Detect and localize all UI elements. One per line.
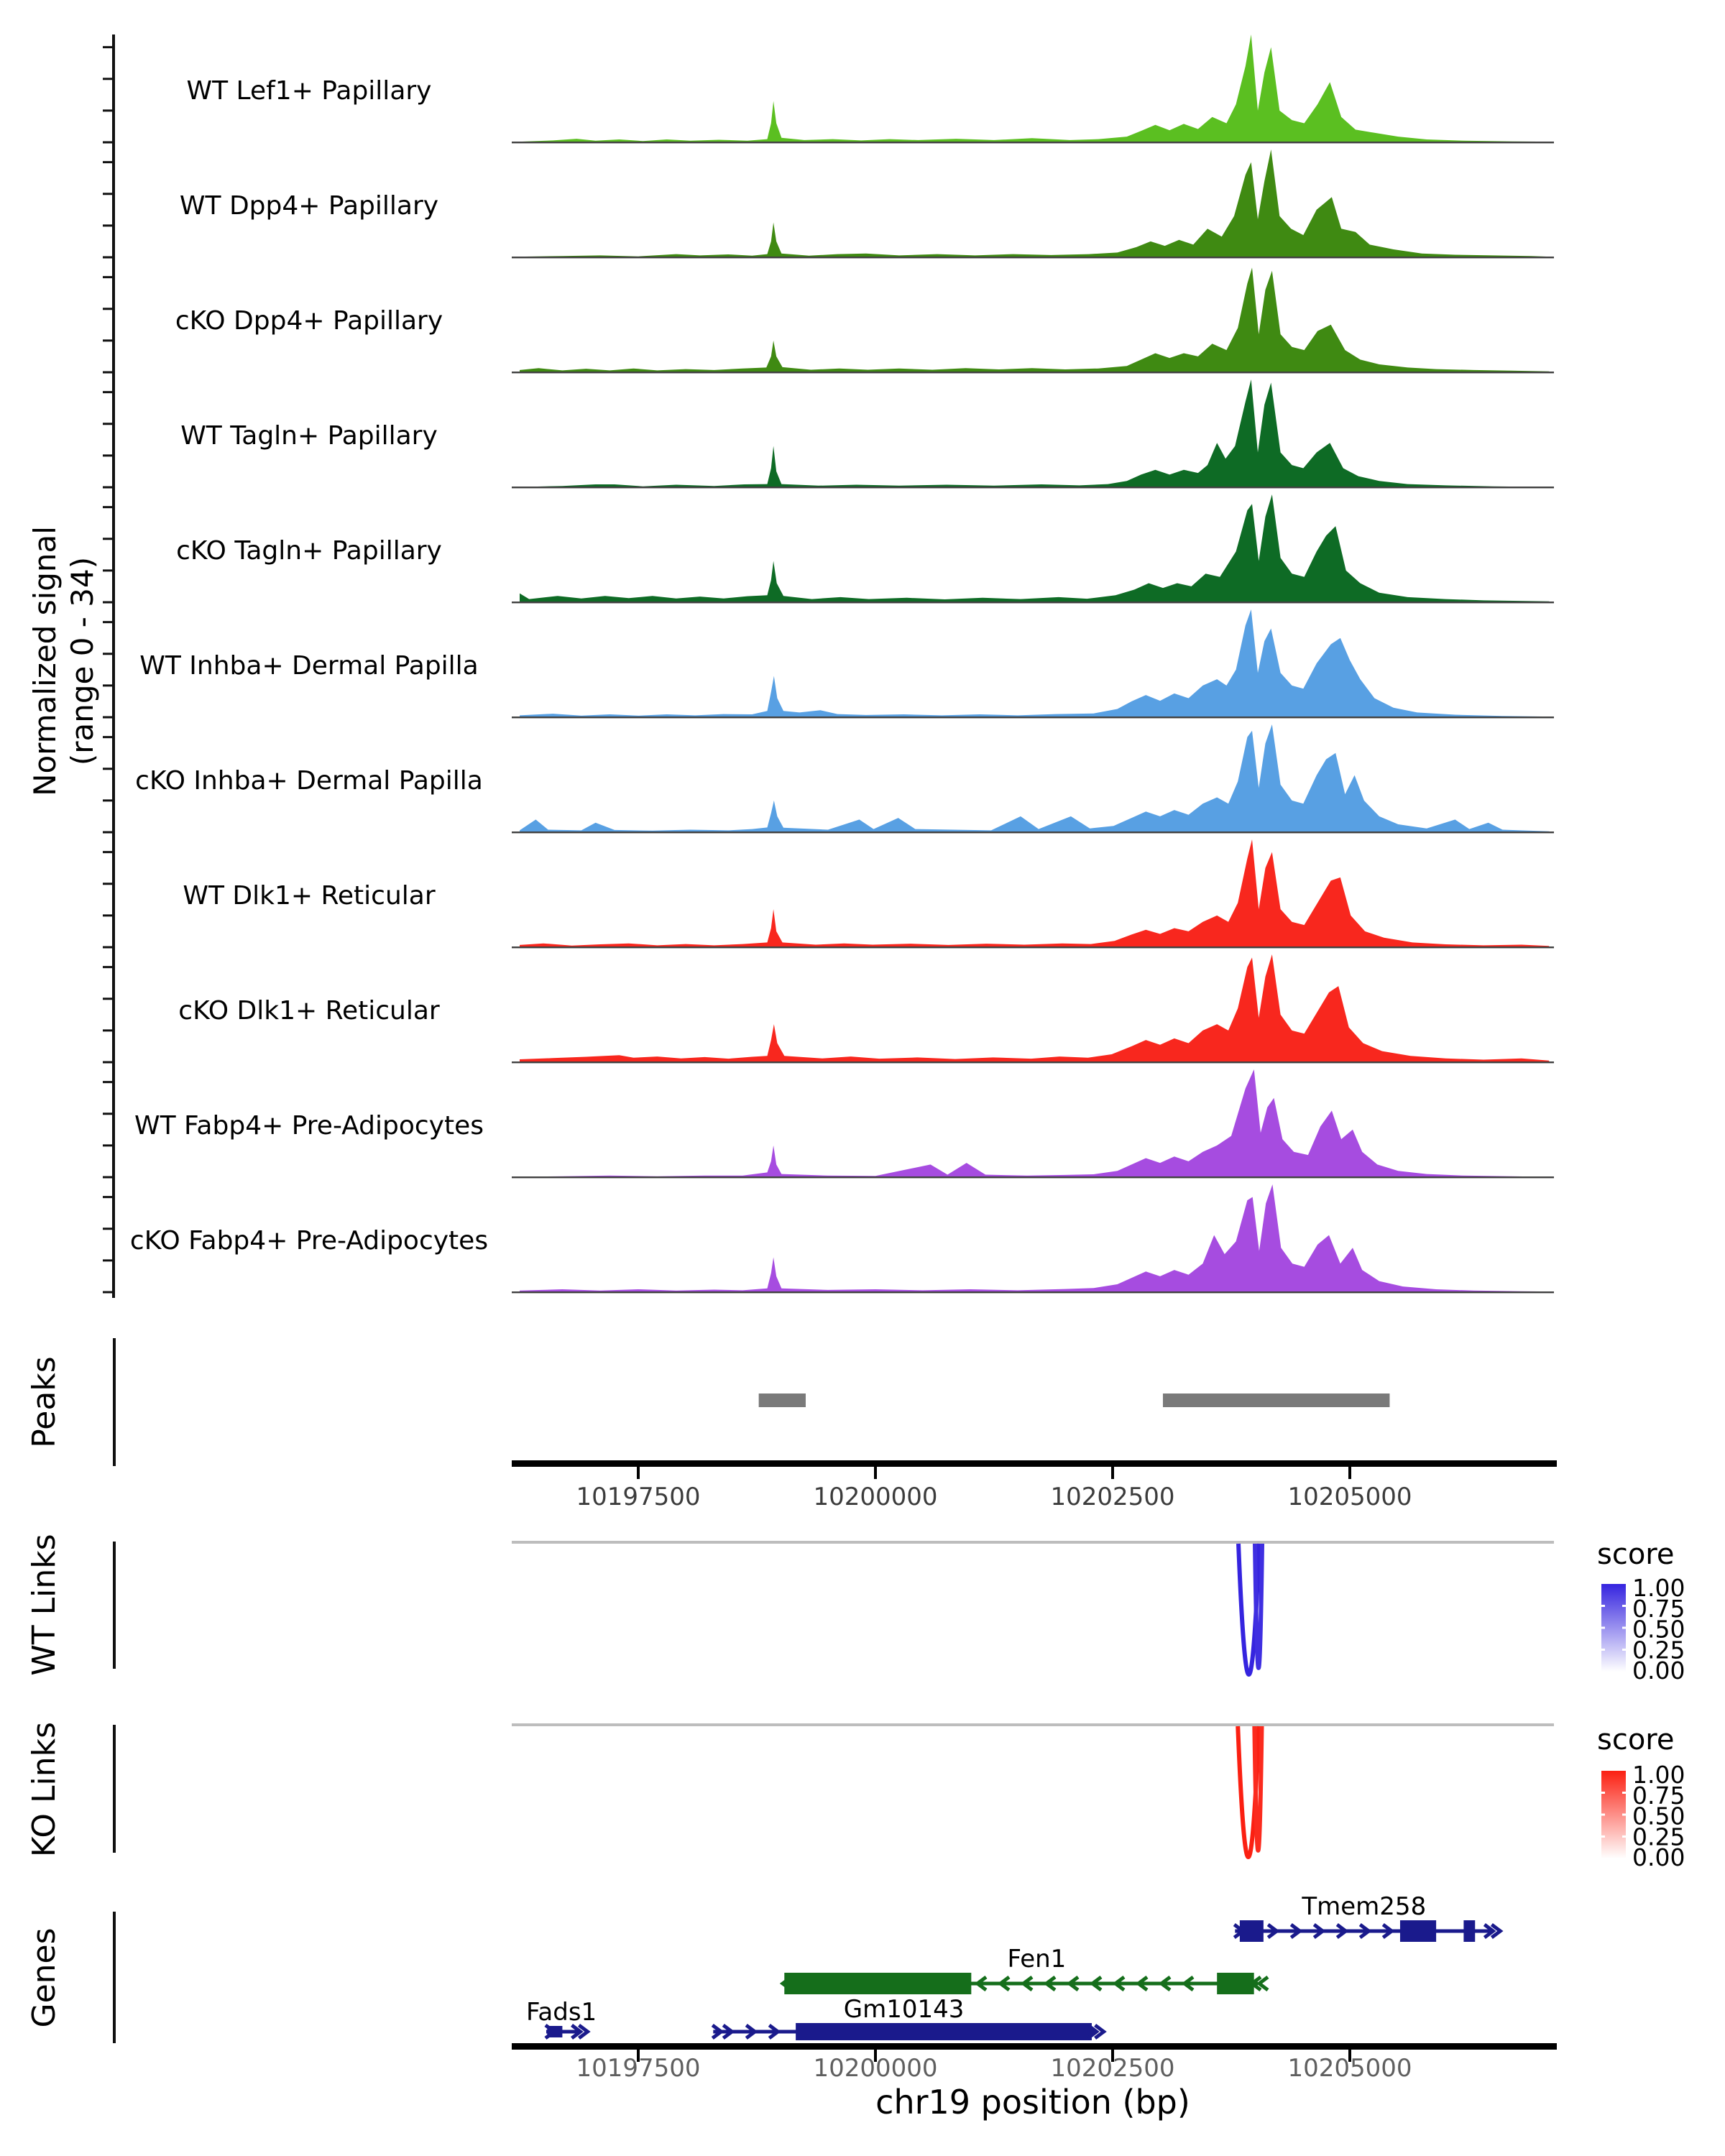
ko-legend-colorbar — [1601, 1771, 1626, 1858]
y-axis-tick — [103, 1144, 112, 1146]
track-baseline — [512, 946, 1554, 948]
wt-legend-tick-label: 0.50 — [1632, 1615, 1685, 1644]
track-baseline — [512, 142, 1554, 143]
wt-legend-colorbar — [1601, 1584, 1626, 1672]
y-axis-tick — [103, 1291, 112, 1294]
track-baseline — [512, 1291, 1554, 1293]
wt-legend-colorbar-tick — [1622, 1605, 1626, 1607]
track-label-wt-tagln: WT Tagln+ Papillary — [180, 421, 438, 451]
bottom-x-axis-line — [512, 2043, 1557, 2050]
signal-area-4 — [520, 379, 1549, 487]
y-axis-title-line2: (range 0 - 34) — [65, 556, 100, 766]
ko-legend-tick-label: 1.00 — [1632, 1761, 1685, 1789]
track-baseline — [512, 1176, 1554, 1178]
bottom-x-axis-tick-label: 10200000 — [813, 2054, 938, 2083]
track-baseline — [512, 831, 1554, 833]
signal-area-7 — [520, 724, 1549, 832]
gene-label: Fads1 — [525, 1998, 597, 2027]
gene-exon — [796, 2023, 1092, 2040]
track-label-cko-fabp4: cKO Fabp4+ Pre-Adipocytes — [129, 1226, 489, 1256]
signal-area-6 — [520, 609, 1549, 717]
peaks-x-axis-tick — [874, 1467, 877, 1479]
ko-links-legend-title: score — [1597, 1723, 1675, 1756]
peak-bar — [759, 1393, 806, 1407]
ko-legend-colorbar-tick — [1622, 1835, 1626, 1838]
gene-exon — [784, 1973, 971, 1994]
ko-legend-colorbar-tick — [1601, 1814, 1605, 1816]
track-label-wt-lef1: WT Lef1+ Papillary — [186, 76, 432, 106]
bottom-x-axis-tick-label: 10205000 — [1287, 2054, 1412, 2083]
ko-legend-colorbar-tick — [1622, 1792, 1626, 1794]
wt-legend-tick-label: 0.00 — [1632, 1657, 1685, 1685]
gene-exon — [1217, 1973, 1254, 1994]
wt-links-legend-title: score — [1597, 1538, 1675, 1571]
gene-label: Gm10143 — [843, 1995, 965, 2024]
ko-legend-colorbar-tick — [1601, 1792, 1605, 1794]
wt-legend-tick-label: 1.00 — [1632, 1574, 1685, 1602]
peaks-x-axis-tick-label: 10205000 — [1287, 1483, 1412, 1511]
gene-exon — [1400, 1920, 1436, 1942]
track-baseline — [512, 1061, 1554, 1063]
track-label-cko-tagln: cKO Tagln+ Papillary — [176, 536, 442, 566]
peaks-x-axis-tick — [1111, 1467, 1114, 1479]
bottom-x-axis-tick-label: 10202500 — [1050, 2054, 1175, 2083]
signal-area-11 — [520, 1184, 1549, 1292]
peaks-axis-line — [113, 1338, 116, 1466]
track-baseline — [512, 257, 1554, 258]
y-axis-title-line1: Normalized signal — [27, 526, 63, 796]
ko-legend-colorbar-tick — [1622, 1814, 1626, 1816]
track-label-cko-inhba: cKO Inhba+ Dermal Papilla — [135, 766, 483, 796]
peaks-x-axis-tick-label: 10202500 — [1050, 1483, 1175, 1511]
peak-bar — [1163, 1393, 1389, 1407]
y-axis-tick — [103, 109, 112, 111]
signal-area-3 — [520, 267, 1549, 372]
track-baseline — [512, 487, 1554, 488]
y-axis-tick — [103, 142, 112, 144]
y-axis-tick — [103, 46, 112, 48]
wt-legend-tick-label: 0.75 — [1632, 1594, 1685, 1623]
track-label-wt-inhba: WT Inhba+ Dermal Papilla — [139, 651, 479, 681]
ko-legend-tick-label: 0.50 — [1632, 1802, 1685, 1830]
panel-label-genes: Genes — [26, 1927, 63, 2028]
gene-exon — [1240, 1920, 1264, 1942]
wt-legend-colorbar-tick — [1622, 1649, 1626, 1651]
y-axis-tick — [103, 1176, 112, 1179]
y-axis-title — [27, 230, 106, 1092]
signal-area-1 — [520, 34, 1549, 142]
track-baseline — [512, 602, 1554, 603]
y-axis-tick — [103, 1196, 112, 1198]
ko-link-baseline — [512, 1723, 1554, 1726]
y-axis-tick — [103, 1259, 112, 1261]
panel-label-wt-links: WT Links — [26, 1534, 63, 1676]
genes-axis-line — [113, 1912, 116, 2043]
track-baseline — [512, 717, 1554, 718]
wt-legend-colorbar-tick — [1601, 1649, 1605, 1651]
signal-area-5 — [520, 494, 1549, 602]
track-baseline — [512, 372, 1554, 373]
track-label-cko-dpp4: cKO Dpp4+ Papillary — [175, 306, 443, 336]
signal-area-8 — [520, 839, 1549, 947]
x-axis-title: chr19 position (bp) — [875, 2083, 1190, 2122]
ko-legend-tick-label: 0.75 — [1632, 1781, 1685, 1810]
ko-legend-tick-label: 0.25 — [1632, 1823, 1685, 1851]
y-axis-tick — [103, 161, 112, 163]
peaks-x-axis-tick-label: 10197500 — [576, 1483, 701, 1511]
ko-legend-tick-label: 0.00 — [1632, 1843, 1685, 1871]
track-label-wt-dpp4: WT Dpp4+ Papillary — [179, 191, 439, 221]
track-label-wt-fabp4: WT Fabp4+ Pre-Adipocytes — [134, 1111, 484, 1141]
bottom-x-axis-tick-label: 10197500 — [576, 2054, 701, 2083]
wt-legend-colorbar-tick — [1601, 1627, 1605, 1629]
y-axis-tick — [103, 224, 112, 226]
panel-label-peaks: Peaks — [26, 1356, 63, 1448]
gene-label: Fen1 — [1007, 1945, 1067, 1973]
wt-legend-colorbar-tick — [1622, 1627, 1626, 1629]
gene-exon — [1463, 1920, 1475, 1942]
ko-legend-colorbar-tick — [1601, 1835, 1605, 1838]
signal-area-9 — [520, 954, 1549, 1062]
signal-area-2 — [520, 149, 1549, 257]
wt-link-baseline — [512, 1541, 1554, 1544]
peaks-x-axis-tick — [637, 1467, 640, 1479]
panel-label-ko-links: KO Links — [26, 1721, 63, 1858]
peaks-x-axis-tick — [1348, 1467, 1351, 1479]
peaks-x-axis-line — [512, 1460, 1557, 1467]
wt-links-axis-line — [113, 1542, 116, 1669]
ko-links-axis-line — [113, 1725, 116, 1853]
gene-label: Tmem258 — [1302, 1892, 1427, 1921]
gene-exon — [547, 2026, 562, 2037]
track-label-cko-dlk1: cKO Dlk1+ Reticular — [178, 996, 440, 1026]
peaks-x-axis-tick-label: 10200000 — [813, 1483, 938, 1511]
wt-legend-colorbar-tick — [1601, 1605, 1605, 1607]
track-label-wt-dlk1: WT Dlk1+ Reticular — [183, 881, 436, 911]
wt-legend-tick-label: 0.25 — [1632, 1636, 1685, 1664]
signal-area-10 — [520, 1069, 1549, 1177]
